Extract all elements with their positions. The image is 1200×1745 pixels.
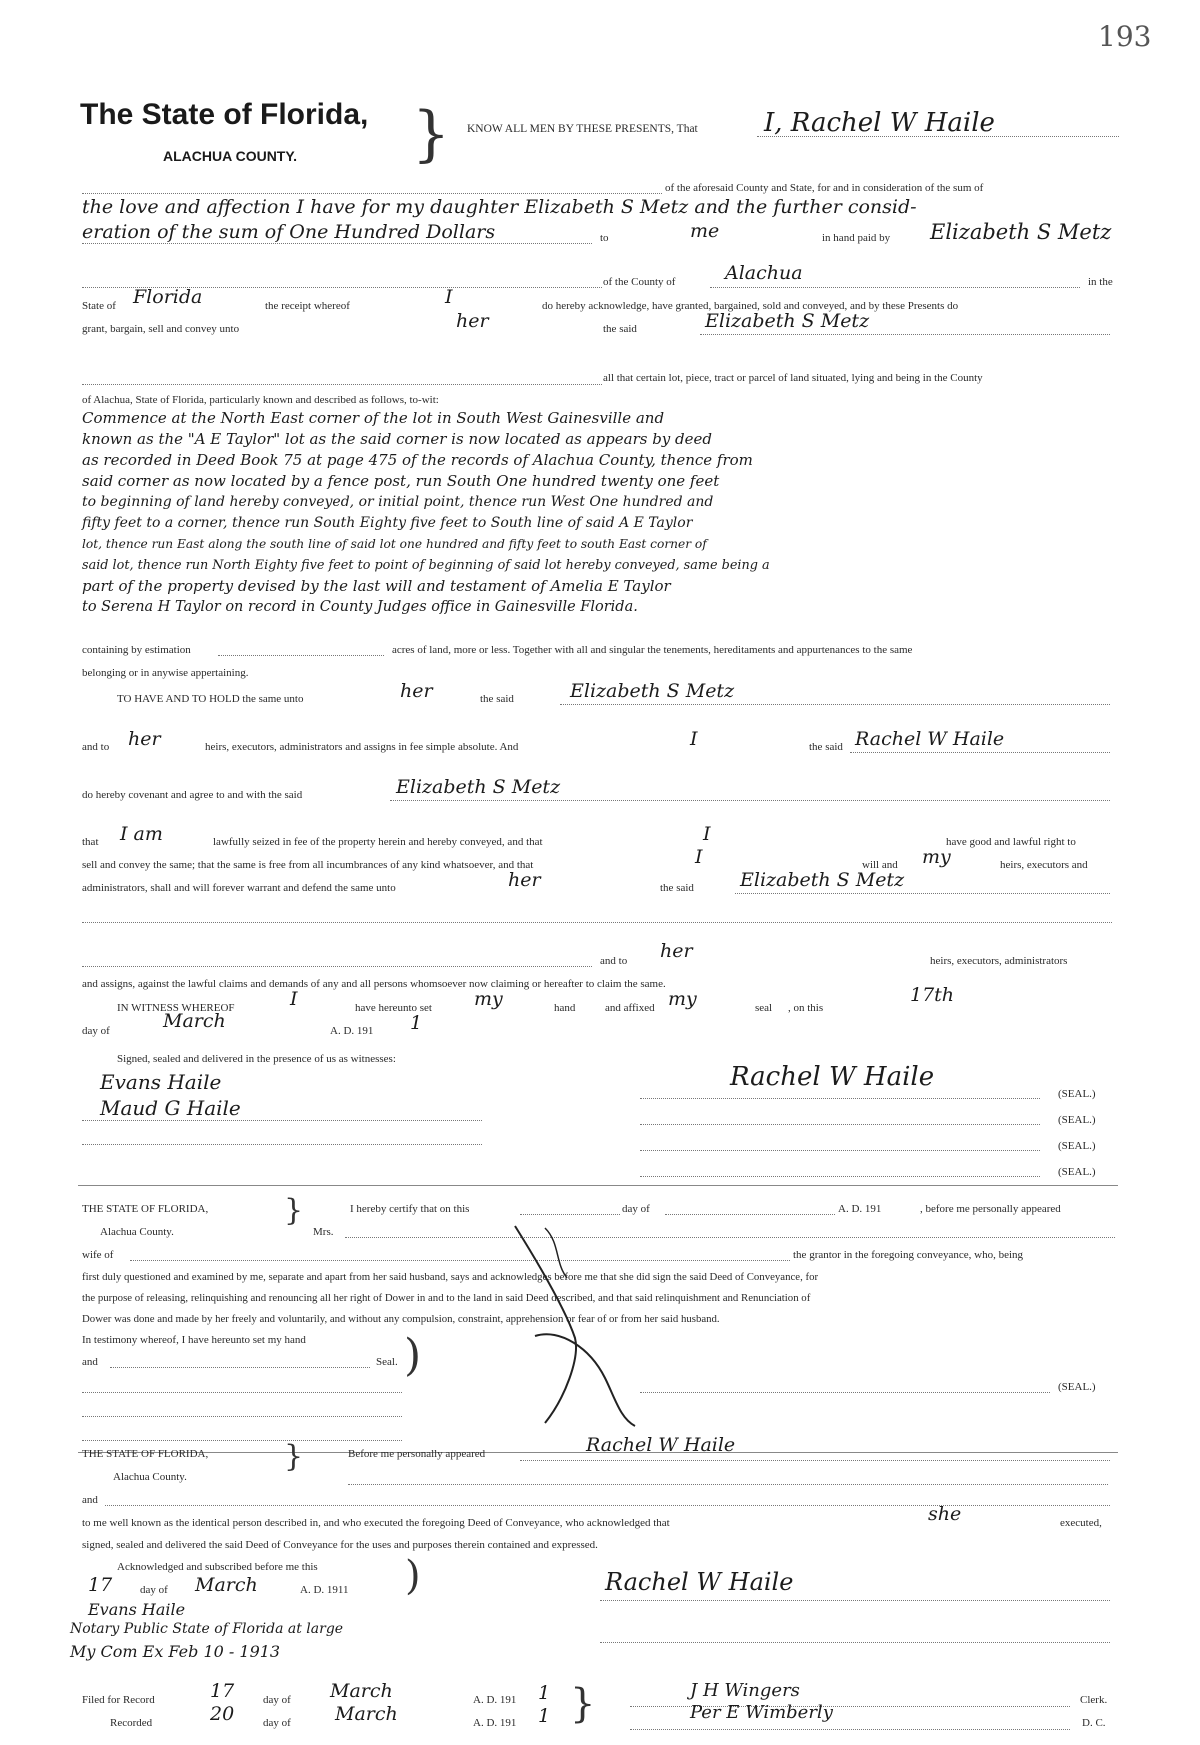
- all-that-text: all that certain lot, piece, tract or parcel of land situated, lying and being in the County: [603, 372, 983, 384]
- seal-label: (SEAL.): [1058, 1088, 1096, 1100]
- blank-line: [82, 1120, 482, 1121]
- filed-day-handwriting: 17: [210, 1680, 235, 1702]
- sell-convey-text: sell and convey the same; that the same is free from all incumbrances of any kind whatsoever, and that: [82, 859, 534, 871]
- ack-known-handwriting: she: [928, 1503, 962, 1525]
- dower-county: Alachua County.: [100, 1226, 174, 1238]
- signature-line: [640, 1392, 1050, 1393]
- day-of-text: day of: [82, 1025, 110, 1037]
- ack-day-handwriting: 17: [88, 1574, 113, 1596]
- in-witness-text: IN WITNESS WHEREOF: [117, 1002, 235, 1014]
- filed-text: Filed for Record: [82, 1694, 155, 1706]
- clerk-label: Clerk.: [1080, 1694, 1108, 1706]
- dower-mrs: Mrs.: [313, 1226, 334, 1238]
- signed-sealed-text: Signed, sealed and delivered in the presence of us as witnesses:: [117, 1053, 396, 1065]
- sell-handwriting: I: [695, 846, 703, 868]
- lawfully-text: lawfully seized in fee of the property herein and hereby conveyed, and that: [213, 836, 543, 848]
- county-handwriting: Alachua: [725, 262, 803, 284]
- grantor-handwriting: I, Rachel W Haile: [764, 108, 995, 138]
- acres-text: acres of land, more or less. Together with all and singular the tenements, hereditaments and appurtenances to the same: [392, 644, 913, 656]
- blank-line: [82, 966, 592, 967]
- and-handwriting: I: [690, 728, 698, 750]
- to-have-handwriting: her: [400, 680, 433, 702]
- blank-line: [82, 1392, 402, 1393]
- dower-line: first duly questioned and examined by me, separate and apart from her said husband, says and acknowledges before me that she did sign the said Deed of Conveyance, for: [82, 1271, 819, 1283]
- rec-ad: A. D. 191: [473, 1717, 517, 1729]
- dower-ad: A. D. 191: [838, 1203, 882, 1215]
- seal-label: (SEAL.): [1058, 1140, 1096, 1152]
- ack-before-me: Before me personally appeared: [348, 1448, 486, 1460]
- filed-day-of: day of: [263, 1694, 291, 1706]
- year-handwriting: 1: [410, 1012, 423, 1034]
- ack-month-handwriting: March: [195, 1574, 258, 1596]
- legal-line: part of the property devised by the last will and testament of Amelia E Taylor: [82, 577, 671, 595]
- containing-text: containing by estimation: [82, 644, 191, 656]
- unto-handwriting: her: [456, 310, 489, 332]
- dower-brace: }: [284, 1193, 304, 1228]
- legal-line: said lot, thence run North Eighty five feet to point of beginning of said lot hereby conveyed, same being a: [82, 558, 770, 573]
- rec-day-handwriting: 20: [210, 1703, 235, 1725]
- notary-title-handwriting: Notary Public State of Florida at large: [70, 1621, 344, 1637]
- admin-handwriting: her: [508, 869, 541, 891]
- ack-executed: executed,: [1060, 1517, 1102, 1529]
- dower-seal-brace: ): [404, 1330, 422, 1381]
- blank-line: [110, 1367, 370, 1368]
- ack-signature: Rachel W Haile: [605, 1568, 794, 1596]
- ack-and: and: [82, 1494, 98, 1506]
- ack-county: Alachua County.: [113, 1471, 187, 1483]
- header-brace: }: [412, 99, 451, 169]
- ack-ad: A. D. 1911: [300, 1584, 349, 1596]
- blank-line: [82, 1416, 402, 1417]
- to-text: to: [600, 232, 609, 244]
- legal-line: fifty feet to a corner, thence run South Eighty five feet to South line of said A E Taylor: [82, 515, 693, 531]
- consideration-handwriting-2: eration of the sum of One Hundred Dollars: [82, 221, 496, 243]
- blank-line: [82, 1144, 482, 1145]
- blank-line: [218, 655, 384, 656]
- filed-ad: A. D. 191: [473, 1694, 517, 1706]
- signature-line: [600, 1642, 1110, 1643]
- blank-line: [520, 1460, 1110, 1461]
- in-the-text: in the: [1088, 276, 1113, 288]
- of-alachua-text: of Alachua, State of Florida, particularly known and described as follows, to-wit:: [82, 394, 439, 406]
- set-handwriting: my: [474, 988, 503, 1010]
- signature-line: [640, 1124, 1040, 1125]
- dower-state: THE STATE OF FLORIDA,: [82, 1203, 209, 1215]
- will-and-text: will and: [862, 859, 898, 871]
- affixed-handwriting: my: [668, 988, 697, 1010]
- dower-seal-word: Seal.: [376, 1356, 398, 1368]
- paid-by-text: in hand paid by: [822, 232, 891, 244]
- blank-line: [710, 287, 1080, 288]
- admin-grantee-handwriting: Elizabeth S Metz: [740, 869, 905, 891]
- dower-line: the purpose of releasing, relinquishing and renouncing all her right of Dower in and to the land in said Deed described, and that said relinquishment and Renunciation of: [82, 1292, 811, 1304]
- aforesaid-text: of the aforesaid County and State, for and in consideration of the sum of: [665, 182, 984, 194]
- will-handwriting: my: [922, 846, 951, 868]
- dower-testimony: In testimony whereof, I have hereunto set my hand: [82, 1334, 306, 1346]
- the-said-text: the said: [603, 323, 637, 335]
- to-handwriting: me: [690, 220, 720, 242]
- and-to-handwriting: her: [128, 728, 161, 750]
- seal-label: (SEAL.): [1058, 1114, 1096, 1126]
- ack-state: THE STATE OF FLORIDA,: [82, 1448, 209, 1460]
- blank-line: [700, 334, 1110, 335]
- that-text: that: [82, 836, 99, 848]
- covenant-handwriting: Elizabeth S Metz: [396, 776, 561, 798]
- legal-line: lot, thence run East along the south line of said lot one hundred and fifty feet to south East corner of: [82, 537, 707, 551]
- county-of-text: of the County of: [603, 276, 676, 288]
- rec-month-handwriting: March: [335, 1703, 398, 1725]
- rec-year-handwriting: 1: [538, 1705, 551, 1727]
- county-title: ALACHUA COUNTY.: [163, 148, 298, 164]
- grantor-signature: Rachel W Haile: [730, 1062, 935, 1092]
- blank-line: [130, 1260, 790, 1261]
- dower-before-me: , before me personally appeared: [920, 1203, 1061, 1215]
- heirs-exec-admin-text: heirs, executors, administrators: [930, 955, 1068, 967]
- consideration-handwriting-1: the love and affection I have for my daughter Elizabeth S Metz and the further consid-: [82, 196, 917, 218]
- filed-month-handwriting: March: [330, 1680, 393, 1702]
- page-number: 193: [1098, 20, 1152, 53]
- ad-text: A. D. 191: [330, 1025, 374, 1037]
- blank-line: [82, 922, 1112, 923]
- state-of-text: State of: [82, 300, 116, 312]
- lawfully-handwriting: I: [703, 823, 711, 845]
- witness2-handwriting: Maud G Haile: [100, 1096, 241, 1120]
- signature-line: [640, 1150, 1040, 1151]
- blank-line: [735, 893, 1110, 894]
- heirs-text: heirs, executors, administrators and assigns in fee simple absolute. And: [205, 741, 519, 753]
- signature-line: [640, 1098, 1040, 1099]
- filed-year-handwriting: 1: [538, 1682, 551, 1704]
- seal-text: seal: [755, 1002, 773, 1014]
- signature-line: [630, 1729, 1070, 1730]
- grantor-line: [757, 136, 1119, 137]
- dower-and: and: [82, 1356, 98, 1368]
- receipt-text: the receipt whereof: [265, 300, 350, 312]
- on-this-text: , on this: [788, 1002, 824, 1014]
- the-said-text: the said: [809, 741, 843, 753]
- grantee-handwriting: Elizabeth S Metz: [705, 310, 870, 332]
- legal-line: Commence at the North East corner of the lot in South West Gainesville and: [82, 409, 665, 427]
- ack-subscribed: Acknowledged and subscribed before me this: [117, 1561, 318, 1573]
- legal-line: to Serena H Taylor on record in County Judges office in Gainesville Florida.: [82, 599, 638, 615]
- signature-line: [600, 1600, 1110, 1601]
- do-hereby-text: do hereby acknowledge, have granted, bargained, sold and conveyed, and by these Presents do: [542, 300, 959, 312]
- blank-line: [348, 1484, 1108, 1485]
- notary-commission-handwriting: My Com Ex Feb 10 - 1913: [70, 1642, 281, 1661]
- receipt-handwriting: I: [445, 286, 453, 308]
- legal-line: said corner as now located by a fence post, run South One hundred twenty one feet: [82, 472, 720, 490]
- assigns-text: and assigns, against the lawful claims and demands of any and all persons whomsoever now claiming or hereafter to claim the same.: [82, 978, 666, 990]
- ack-well-known: to me well known as the identical person described in, and who executed the foregoing Deed of Conveyance, who acknowledged that: [82, 1517, 670, 1529]
- administrators-text: administrators, shall and will forever warrant and defend the same unto: [82, 882, 396, 894]
- grant-text: grant, bargain, sell and convey unto: [82, 323, 240, 335]
- dower-day-of: day of: [622, 1203, 650, 1215]
- clerk-signature: J H Wingers: [690, 1680, 800, 1701]
- hand-text: hand: [554, 1002, 576, 1014]
- ack-appeared-handwriting: Rachel W Haile: [586, 1434, 736, 1456]
- grantor2-handwriting: Rachel W Haile: [855, 728, 1005, 750]
- blank-line: [82, 193, 662, 194]
- have-hereunto-text: have hereunto set: [355, 1002, 432, 1014]
- day-handwriting: 17th: [910, 984, 955, 1006]
- legal-line: known as the "A E Taylor" lot as the said corner is now located as appears by deed: [82, 430, 713, 448]
- dc-label: D. C.: [1082, 1717, 1106, 1729]
- good-right-text: have good and lawful right to: [946, 836, 1076, 848]
- ack-brace-2: ): [405, 1553, 421, 1599]
- blank-line: [82, 384, 602, 385]
- to-have-grantee-handwriting: Elizabeth S Metz: [570, 680, 735, 702]
- that-handwriting: I am: [120, 823, 163, 845]
- dower-line: Dower was done and made by her freely and voluntarily, and without any compulsion, constraint, apprehension or fear of or from her said husband.: [82, 1313, 720, 1325]
- know-all-text: KNOW ALL MEN BY THESE PRESENTS, That: [467, 123, 698, 135]
- section-divider: [78, 1185, 1118, 1186]
- seal-label: (SEAL.): [1058, 1166, 1096, 1178]
- ack-brace: }: [284, 1439, 304, 1474]
- ack-day-of: day of: [140, 1584, 168, 1596]
- covenant-text: do hereby covenant and agree to and with the said: [82, 789, 303, 801]
- dower-wife-of: wife of: [82, 1249, 114, 1261]
- the-said-text: the said: [660, 882, 694, 894]
- dc-signature: Per E Wimberly: [690, 1702, 833, 1723]
- filing-brace: }: [570, 1681, 596, 1727]
- blank-line: [520, 1214, 620, 1215]
- paid-by-handwriting: Elizabeth S Metz: [930, 220, 1112, 244]
- state-title: The State of Florida,: [80, 98, 369, 131]
- heirs-exec-text: heirs, executors and: [1000, 859, 1088, 871]
- rec-day-of: day of: [263, 1717, 291, 1729]
- blank-line: [665, 1214, 835, 1215]
- and-to-2-handwriting: her: [660, 940, 693, 962]
- legal-line: as recorded in Deed Book 75 at page 475 of the records of Alachua County, thence from: [82, 451, 753, 469]
- blank-line: [345, 1237, 1115, 1238]
- dower-grantor-in: the grantor in the foregoing conveyance, who, being: [793, 1249, 1024, 1261]
- blank-line: [560, 704, 1110, 705]
- blank-line: [850, 752, 1110, 753]
- belonging-text: belonging or in anywise appertaining.: [82, 667, 249, 679]
- the-said-text: the said: [480, 693, 514, 705]
- dower-cancellation-mark: [505, 1218, 655, 1433]
- to-have-text: TO HAVE AND TO HOLD the same unto: [117, 693, 304, 705]
- blank-line: [82, 1440, 402, 1441]
- ack-signed: signed, sealed and delivered the said Deed of Conveyance for the uses and purposes therein contained and expressed.: [82, 1539, 598, 1551]
- recorded-text: Recorded: [110, 1717, 153, 1729]
- affixed-text: and affixed: [605, 1002, 655, 1014]
- signature-line: [640, 1176, 1040, 1177]
- dower-certify-text: I hereby certify that on this: [350, 1203, 470, 1215]
- state-handwriting: Florida: [133, 286, 203, 308]
- blank-line: [82, 243, 592, 244]
- witness-handwriting: I: [290, 988, 298, 1010]
- and-to-text: and to: [600, 955, 628, 967]
- blank-line: [390, 800, 1110, 801]
- witness1-handwriting: Evans Haile: [100, 1070, 222, 1094]
- month-handwriting: March: [163, 1010, 226, 1032]
- legal-line: to beginning of land hereby conveyed, or initial point, thence run West One hundred and: [82, 494, 714, 510]
- notary-name-handwriting: Evans Haile: [88, 1600, 186, 1619]
- dower-seal-label: (SEAL.): [1058, 1381, 1096, 1393]
- and-to-text: and to: [82, 741, 110, 753]
